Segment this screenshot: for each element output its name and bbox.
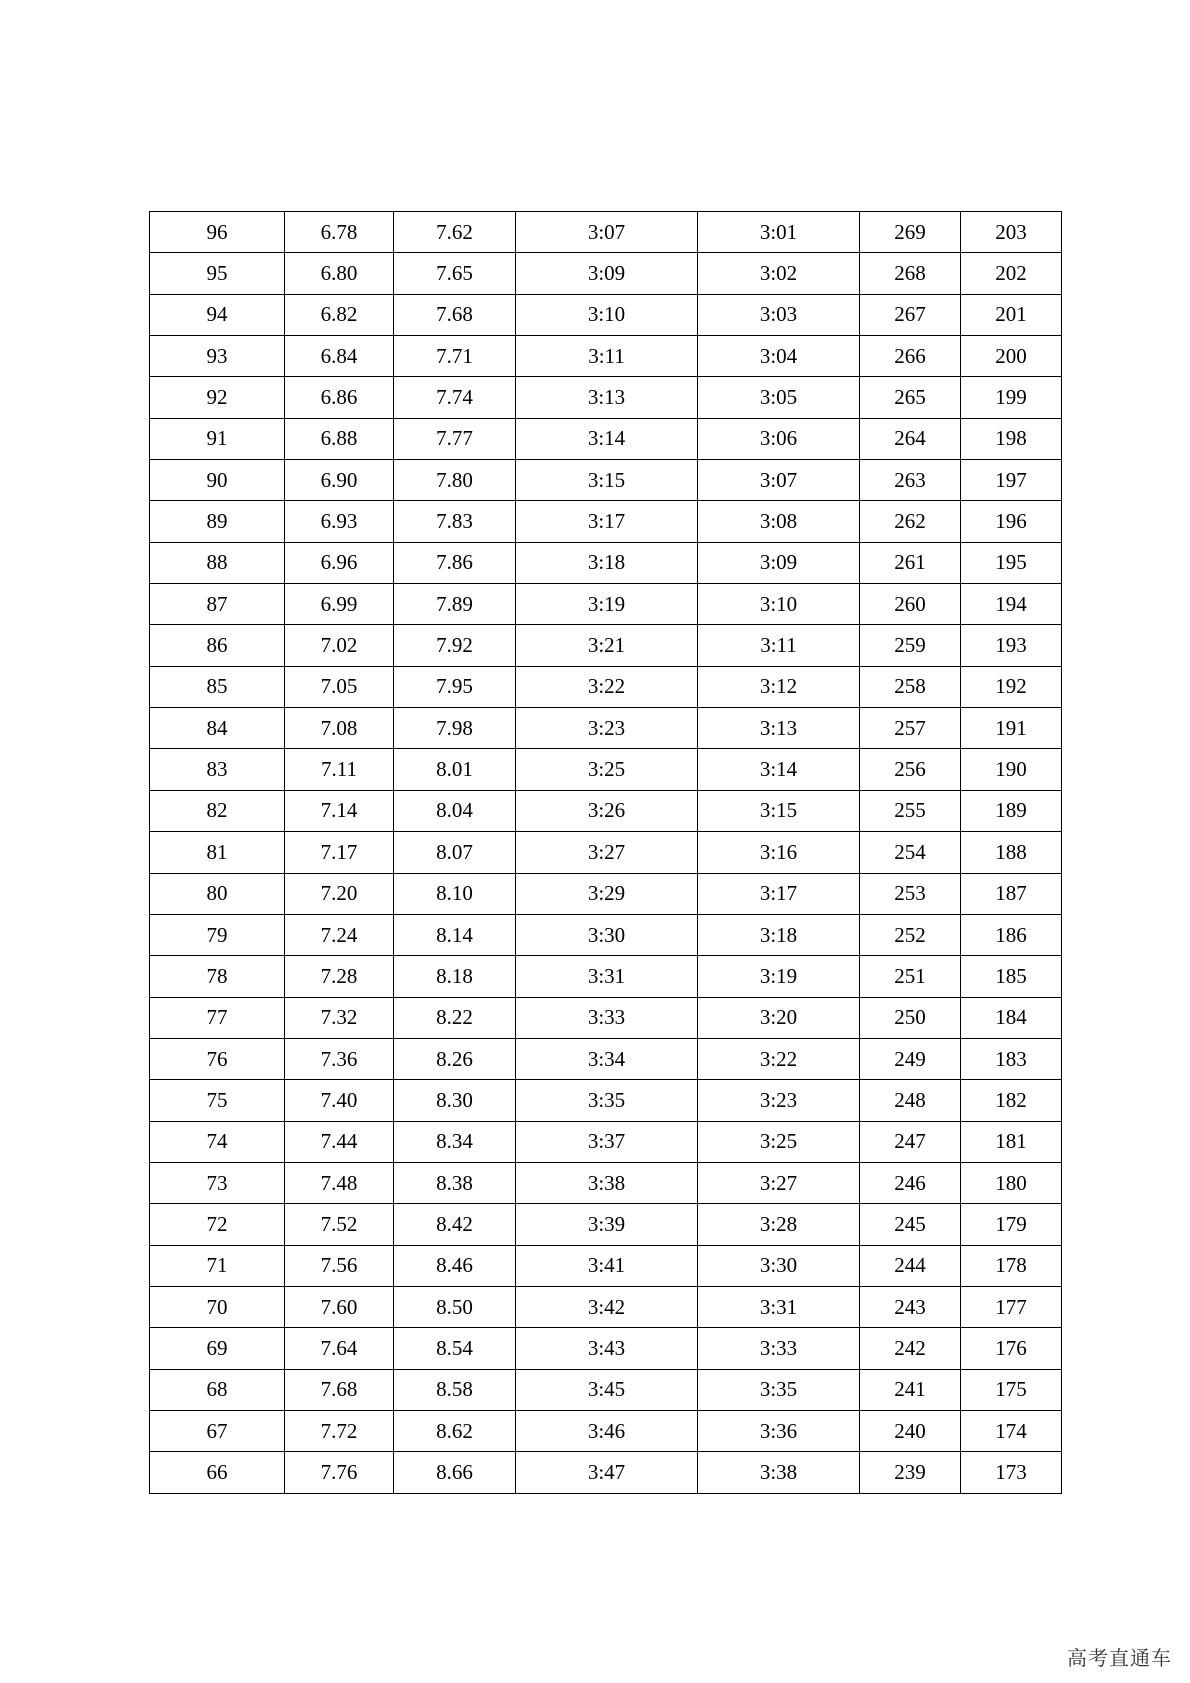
table-cell-col-7: 196 [961,501,1062,542]
table-row [150,1204,1062,1245]
table-cell-col-7: 202 [961,253,1062,294]
table-cell-col-5: 3:28 [698,1204,860,1245]
table-cell-col-7: 195 [961,542,1062,583]
table-cell-col-3: 8.14 [394,914,516,955]
table-cell-col-6: 256 [860,749,961,790]
table-cell-col-4: 3:31 [516,956,698,997]
table-cell-col-6: 239 [860,1452,961,1493]
table-cell-col-4: 3:11 [516,336,698,377]
table-cell-col-4: 3:22 [516,666,698,707]
table-row [150,418,1062,459]
table-row [150,914,1062,955]
table-cell-col-5: 3:35 [698,1369,860,1410]
table-cell-col-2: 6.80 [285,253,394,294]
table-cell-score: 68 [150,1369,285,1410]
table-cell-col-7: 183 [961,1038,1062,1079]
table-cell-col-5: 3:19 [698,956,860,997]
table-cell-col-2: 7.02 [285,625,394,666]
table-row [150,873,1062,914]
table-cell-score: 80 [150,873,285,914]
table-cell-col-4: 3:35 [516,1080,698,1121]
table-cell-col-6: 246 [860,1162,961,1203]
table-cell-col-5: 3:15 [698,790,860,831]
table-cell-score: 83 [150,749,285,790]
table-cell-col-5: 3:01 [698,212,860,253]
table-cell-col-4: 3:25 [516,749,698,790]
table-cell-col-6: 260 [860,584,961,625]
table-cell-col-4: 3:47 [516,1452,698,1493]
table-cell-col-6: 264 [860,418,961,459]
table-cell-col-7: 194 [961,584,1062,625]
table-cell-col-2: 7.68 [285,1369,394,1410]
table-cell-col-4: 3:29 [516,873,698,914]
table-cell-col-2: 7.28 [285,956,394,997]
table-row [150,1452,1062,1493]
table-cell-col-2: 7.11 [285,749,394,790]
table-cell-col-7: 193 [961,625,1062,666]
score-table [149,211,1062,1494]
table-cell-col-6: 268 [860,253,961,294]
table-cell-col-4: 3:07 [516,212,698,253]
table-row [150,749,1062,790]
table-cell-score: 95 [150,253,285,294]
table-cell-col-4: 3:26 [516,790,698,831]
table-cell-col-7: 200 [961,336,1062,377]
table-cell-col-2: 7.52 [285,1204,394,1245]
table-cell-col-2: 7.64 [285,1328,394,1369]
table-cell-score: 87 [150,584,285,625]
table-cell-col-6: 258 [860,666,961,707]
table-cell-score: 91 [150,418,285,459]
table-cell-col-7: 181 [961,1121,1062,1162]
table-row [150,1162,1062,1203]
table-cell-score: 66 [150,1452,285,1493]
table-cell-col-2: 7.44 [285,1121,394,1162]
table-cell-col-5: 3:22 [698,1038,860,1079]
table-cell-col-6: 247 [860,1121,961,1162]
table-row [150,377,1062,418]
table-cell-col-5: 3:31 [698,1286,860,1327]
table-cell-score: 96 [150,212,285,253]
table-cell-col-3: 7.68 [394,294,516,335]
table-cell-col-3: 8.34 [394,1121,516,1162]
table-cell-col-2: 7.36 [285,1038,394,1079]
table-cell-col-6: 259 [860,625,961,666]
table-cell-col-6: 257 [860,708,961,749]
table-cell-score: 74 [150,1121,285,1162]
table-row [150,1121,1062,1162]
table-cell-col-7: 178 [961,1245,1062,1286]
table-cell-col-5: 3:07 [698,460,860,501]
table-cell-col-3: 8.62 [394,1410,516,1451]
table-cell-col-7: 188 [961,832,1062,873]
table-cell-col-6: 265 [860,377,961,418]
table-cell-col-3: 8.58 [394,1369,516,1410]
table-cell-col-3: 7.98 [394,708,516,749]
table-cell-col-4: 3:34 [516,1038,698,1079]
table-cell-score: 81 [150,832,285,873]
table-cell-score: 89 [150,501,285,542]
table-cell-col-4: 3:42 [516,1286,698,1327]
table-cell-col-6: 249 [860,1038,961,1079]
table-cell-col-6: 254 [860,832,961,873]
table-cell-col-6: 262 [860,501,961,542]
watermark-text: 高考直通车 [1067,1646,1172,1670]
table-cell-col-4: 3:14 [516,418,698,459]
table-row [150,1328,1062,1369]
table-cell-col-2: 7.20 [285,873,394,914]
table-cell-col-2: 7.05 [285,666,394,707]
table-cell-col-3: 8.22 [394,997,516,1038]
table-row [150,253,1062,294]
table-cell-col-4: 3:15 [516,460,698,501]
table-cell-col-4: 3:39 [516,1204,698,1245]
table-cell-col-6: 269 [860,212,961,253]
table-row [150,1245,1062,1286]
table-cell-col-5: 3:08 [698,501,860,542]
table-cell-score: 84 [150,708,285,749]
table-cell-col-6: 241 [860,1369,961,1410]
table-cell-col-5: 3:11 [698,625,860,666]
table-cell-col-7: 197 [961,460,1062,501]
table-cell-score: 71 [150,1245,285,1286]
table-cell-col-6: 263 [860,460,961,501]
table-cell-col-5: 3:12 [698,666,860,707]
table-cell-col-3: 8.42 [394,1204,516,1245]
table-cell-col-4: 3:33 [516,997,698,1038]
table-cell-col-7: 174 [961,1410,1062,1451]
table-cell-score: 90 [150,460,285,501]
table-cell-col-7: 184 [961,997,1062,1038]
table-cell-col-5: 3:14 [698,749,860,790]
table-cell-col-3: 8.26 [394,1038,516,1079]
table-cell-col-7: 191 [961,708,1062,749]
table-cell-col-5: 3:27 [698,1162,860,1203]
table-cell-col-3: 7.62 [394,212,516,253]
table-cell-col-4: 3:46 [516,1410,698,1451]
table-cell-col-6: 243 [860,1286,961,1327]
table-cell-col-7: 180 [961,1162,1062,1203]
table-row [150,584,1062,625]
table-cell-col-3: 8.01 [394,749,516,790]
table-cell-col-4: 3:23 [516,708,698,749]
table-cell-col-2: 6.93 [285,501,394,542]
table-cell-col-2: 6.78 [285,212,394,253]
table-cell-col-2: 7.48 [285,1162,394,1203]
table-cell-col-2: 7.17 [285,832,394,873]
table-cell-col-7: 186 [961,914,1062,955]
table-cell-col-2: 6.96 [285,542,394,583]
table-cell-col-4: 3:37 [516,1121,698,1162]
table-row [150,336,1062,377]
table-cell-col-5: 3:13 [698,708,860,749]
table-cell-score: 93 [150,336,285,377]
table-row [150,212,1062,253]
table-row [150,294,1062,335]
table-cell-col-3: 8.04 [394,790,516,831]
table-cell-score: 85 [150,666,285,707]
table-cell-col-7: 187 [961,873,1062,914]
table-cell-col-7: 201 [961,294,1062,335]
table-cell-col-2: 7.14 [285,790,394,831]
table-cell-col-2: 6.99 [285,584,394,625]
table-cell-score: 75 [150,1080,285,1121]
table-row [150,460,1062,501]
table-cell-col-6: 267 [860,294,961,335]
table-cell-col-4: 3:19 [516,584,698,625]
table-cell-score: 76 [150,1038,285,1079]
table-cell-col-3: 8.46 [394,1245,516,1286]
table-cell-col-6: 242 [860,1328,961,1369]
table-cell-col-7: 203 [961,212,1062,253]
table-row [150,1080,1062,1121]
table-cell-col-3: 8.54 [394,1328,516,1369]
table-cell-col-5: 3:10 [698,584,860,625]
table-cell-col-5: 3:04 [698,336,860,377]
table-cell-col-2: 6.82 [285,294,394,335]
table-cell-col-2: 6.84 [285,336,394,377]
table-cell-col-5: 3:20 [698,997,860,1038]
table-cell-col-4: 3:43 [516,1328,698,1369]
table-cell-col-6: 255 [860,790,961,831]
table-cell-col-2: 7.76 [285,1452,394,1493]
table-row [150,956,1062,997]
table-cell-col-4: 3:41 [516,1245,698,1286]
table-row [150,832,1062,873]
table-cell-score: 88 [150,542,285,583]
table-cell-score: 70 [150,1286,285,1327]
table-row [150,625,1062,666]
table-cell-score: 82 [150,790,285,831]
table-cell-col-3: 8.10 [394,873,516,914]
table-cell-col-6: 266 [860,336,961,377]
table-row [150,666,1062,707]
table-cell-col-5: 3:06 [698,418,860,459]
table-cell-col-2: 6.88 [285,418,394,459]
table-cell-col-6: 261 [860,542,961,583]
table-cell-col-5: 3:09 [698,542,860,583]
table-cell-col-4: 3:18 [516,542,698,583]
table-cell-col-7: 177 [961,1286,1062,1327]
table-cell-col-3: 7.71 [394,336,516,377]
table-cell-col-3: 7.95 [394,666,516,707]
table-cell-col-5: 3:38 [698,1452,860,1493]
table-cell-col-7: 189 [961,790,1062,831]
table-cell-score: 92 [150,377,285,418]
table-cell-col-2: 7.72 [285,1410,394,1451]
table-cell-col-7: 190 [961,749,1062,790]
table-cell-col-2: 7.08 [285,708,394,749]
table-cell-col-3: 7.80 [394,460,516,501]
table-cell-col-3: 7.74 [394,377,516,418]
table-cell-col-5: 3:02 [698,253,860,294]
table-cell-col-7: 199 [961,377,1062,418]
table-cell-col-4: 3:09 [516,253,698,294]
table-row [150,1410,1062,1451]
table-cell-col-5: 3:17 [698,873,860,914]
table-cell-col-5: 3:33 [698,1328,860,1369]
table-cell-col-7: 179 [961,1204,1062,1245]
table-cell-score: 73 [150,1162,285,1203]
table-row [150,542,1062,583]
table-row [150,997,1062,1038]
table-cell-score: 79 [150,914,285,955]
table-cell-col-3: 7.86 [394,542,516,583]
table-cell-col-2: 7.24 [285,914,394,955]
table-cell-col-7: 192 [961,666,1062,707]
table-cell-col-7: 182 [961,1080,1062,1121]
table-cell-col-3: 8.30 [394,1080,516,1121]
table-cell-col-3: 8.07 [394,832,516,873]
table-cell-col-5: 3:03 [698,294,860,335]
table-cell-col-2: 6.90 [285,460,394,501]
table-cell-col-5: 3:18 [698,914,860,955]
table-cell-col-5: 3:30 [698,1245,860,1286]
table-cell-col-4: 3:10 [516,294,698,335]
table-cell-col-3: 7.65 [394,253,516,294]
table-cell-col-4: 3:13 [516,377,698,418]
table-cell-col-7: 185 [961,956,1062,997]
table-cell-col-4: 3:30 [516,914,698,955]
table-cell-col-3: 8.18 [394,956,516,997]
table-cell-col-4: 3:21 [516,625,698,666]
table-cell-score: 86 [150,625,285,666]
table-cell-col-2: 7.60 [285,1286,394,1327]
table-cell-col-3: 7.83 [394,501,516,542]
table-cell-col-2: 7.32 [285,997,394,1038]
table-row [150,1369,1062,1410]
table-row [150,1286,1062,1327]
table-cell-col-6: 244 [860,1245,961,1286]
table-cell-col-2: 6.86 [285,377,394,418]
table-cell-col-5: 3:36 [698,1410,860,1451]
table-cell-col-6: 252 [860,914,961,955]
table-cell-score: 69 [150,1328,285,1369]
table-cell-col-6: 250 [860,997,961,1038]
table-cell-col-5: 3:23 [698,1080,860,1121]
table-cell-col-7: 176 [961,1328,1062,1369]
table-row [150,708,1062,749]
table-cell-col-2: 7.56 [285,1245,394,1286]
table-cell-col-5: 3:16 [698,832,860,873]
table-cell-score: 72 [150,1204,285,1245]
table-cell-col-7: 198 [961,418,1062,459]
table-cell-col-4: 3:27 [516,832,698,873]
table-cell-col-4: 3:38 [516,1162,698,1203]
table-cell-col-3: 8.66 [394,1452,516,1493]
table-cell-col-5: 3:25 [698,1121,860,1162]
table-cell-col-6: 253 [860,873,961,914]
table-row [150,501,1062,542]
table-cell-col-6: 251 [860,956,961,997]
table-cell-score: 78 [150,956,285,997]
score-table-body [150,212,1062,1494]
table-cell-col-6: 240 [860,1410,961,1451]
table-cell-col-6: 248 [860,1080,961,1121]
table-cell-col-3: 8.50 [394,1286,516,1327]
table-cell-col-3: 7.92 [394,625,516,666]
table-cell-col-7: 173 [961,1452,1062,1493]
table-cell-col-3: 7.89 [394,584,516,625]
table-cell-score: 77 [150,997,285,1038]
table-row [150,790,1062,831]
table-cell-col-4: 3:17 [516,501,698,542]
table-cell-col-2: 7.40 [285,1080,394,1121]
table-cell-col-6: 245 [860,1204,961,1245]
table-row [150,1038,1062,1079]
table-cell-score: 94 [150,294,285,335]
table-cell-col-4: 3:45 [516,1369,698,1410]
table-cell-col-5: 3:05 [698,377,860,418]
table-cell-col-3: 8.38 [394,1162,516,1203]
table-cell-col-7: 175 [961,1369,1062,1410]
table-cell-score: 67 [150,1410,285,1451]
table-cell-col-3: 7.77 [394,418,516,459]
